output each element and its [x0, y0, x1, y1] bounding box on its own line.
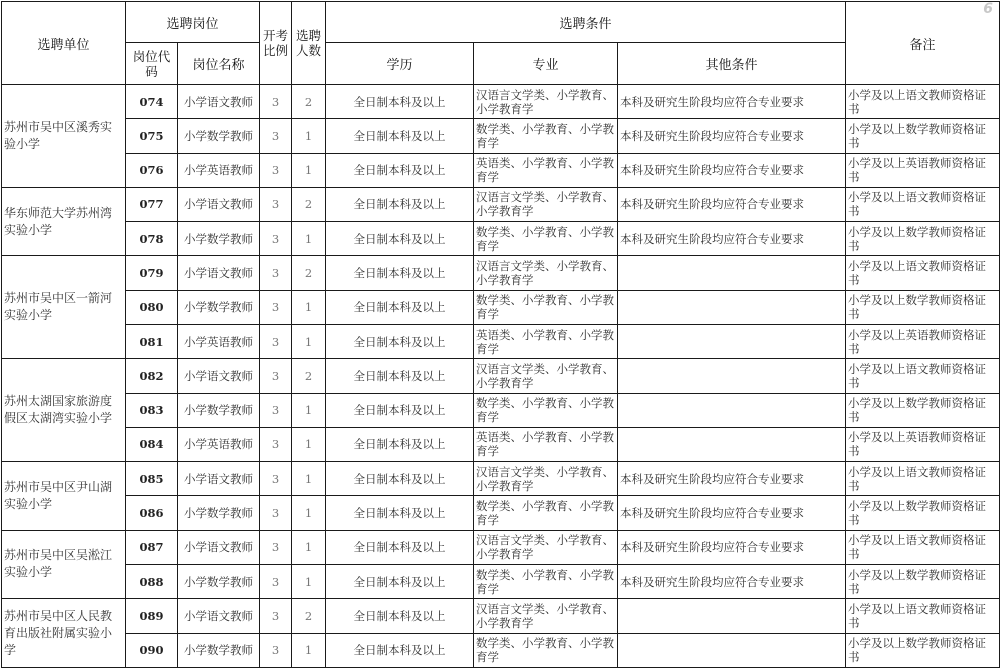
post-name-cell: 小学语文教师 [178, 530, 260, 564]
ratio-cell: 3 [260, 85, 292, 119]
post-name-cell: 小学语文教师 [178, 462, 260, 496]
ratio-cell: 3 [260, 427, 292, 461]
table-row [2, 599, 1000, 633]
ratio-cell: 3 [260, 393, 292, 427]
other-condition-cell: 本科及研究生阶段均应符合专业要求 [618, 153, 846, 187]
other-condition-cell: 本科及研究生阶段均应符合专业要求 [618, 564, 846, 598]
major-cell: 汉语言文学类、小学教育、小学教育学 [474, 462, 618, 496]
major-cell: 英语类、小学教育、小学教育学 [474, 427, 618, 461]
major-cell: 汉语言文学类、小学教育、小学教育学 [474, 599, 618, 633]
remark-cell: 小学及以上语文教师资格证书 [846, 187, 1000, 221]
post-code-cell: 077 [126, 187, 178, 221]
post-name-cell: 小学数学教师 [178, 119, 260, 153]
education-cell: 全日制本科及以上 [326, 462, 474, 496]
other-condition-cell [618, 290, 846, 324]
table-row [2, 633, 1000, 668]
header-post-group: 选聘岗位 [126, 2, 260, 43]
education-cell: 全日制本科及以上 [326, 222, 474, 256]
major-cell: 汉语言文学类、小学教育、小学教育学 [474, 187, 618, 221]
major-cell: 数学类、小学教育、小学教育学 [474, 119, 618, 153]
post-code-cell: 075 [126, 119, 178, 153]
count-cell: 1 [292, 324, 326, 358]
table-row [2, 153, 1000, 187]
count-cell: 2 [292, 256, 326, 290]
education-cell: 全日制本科及以上 [326, 564, 474, 598]
post-name-cell: 小学英语教师 [178, 427, 260, 461]
header-post-code: 岗位代码 [126, 43, 178, 85]
table-row [2, 564, 1000, 598]
unit-name-cell: 苏州市吴中区一箭河实验小学 [2, 256, 126, 359]
education-cell: 全日制本科及以上 [326, 153, 474, 187]
other-condition-cell: 本科及研究生阶段均应符合专业要求 [618, 119, 846, 153]
post-code-cell: 078 [126, 222, 178, 256]
remark-cell: 小学及以上数学教师资格证书 [846, 393, 1000, 427]
table-row [2, 290, 1000, 324]
education-cell: 全日制本科及以上 [326, 85, 474, 119]
table-row [2, 359, 1000, 393]
remark-cell: 小学及以上英语教师资格证书 [846, 153, 1000, 187]
table-row [2, 427, 1000, 461]
post-name-cell: 小学数学教师 [178, 393, 260, 427]
ratio-cell: 3 [260, 633, 292, 668]
other-condition-cell: 本科及研究生阶段均应符合专业要求 [618, 462, 846, 496]
count-cell: 2 [292, 359, 326, 393]
remark-cell: 小学及以上数学教师资格证书 [846, 633, 1000, 668]
major-cell: 汉语言文学类、小学教育、小学教育学 [474, 85, 618, 119]
count-cell: 1 [292, 153, 326, 187]
count-cell: 1 [292, 530, 326, 564]
major-cell: 英语类、小学教育、小学教育学 [474, 324, 618, 358]
ratio-cell: 3 [260, 359, 292, 393]
major-cell: 数学类、小学教育、小学教育学 [474, 290, 618, 324]
post-name-cell: 小学语文教师 [178, 359, 260, 393]
post-code-cell: 083 [126, 393, 178, 427]
ratio-cell: 3 [260, 462, 292, 496]
education-cell: 全日制本科及以上 [326, 119, 474, 153]
other-condition-cell: 本科及研究生阶段均应符合专业要求 [618, 530, 846, 564]
education-cell: 全日制本科及以上 [326, 599, 474, 633]
table-row [2, 222, 1000, 256]
unit-name-cell: 苏州市吴中区尹山湖实验小学 [2, 462, 126, 531]
post-name-cell: 小学英语教师 [178, 153, 260, 187]
table-row [2, 324, 1000, 358]
ratio-cell: 3 [260, 187, 292, 221]
other-condition-cell [618, 393, 846, 427]
remark-cell: 小学及以上语文教师资格证书 [846, 256, 1000, 290]
post-code-cell: 085 [126, 462, 178, 496]
table-body [2, 85, 1000, 668]
post-code-cell: 088 [126, 564, 178, 598]
header-conditions: 选聘条件 [326, 2, 846, 43]
count-cell: 1 [292, 393, 326, 427]
ratio-cell: 3 [260, 496, 292, 530]
ratio-cell: 3 [260, 324, 292, 358]
remark-cell: 小学及以上数学教师资格证书 [846, 496, 1000, 530]
post-code-cell: 080 [126, 290, 178, 324]
ratio-cell: 3 [260, 564, 292, 598]
count-cell: 1 [292, 462, 326, 496]
table-row [2, 187, 1000, 221]
unit-name-cell: 苏州太湖国家旅游度假区太湖湾实验小学 [2, 359, 126, 462]
header-ratio: 开考比例 [260, 2, 292, 85]
remark-cell: 小学及以上语文教师资格证书 [846, 85, 1000, 119]
post-name-cell: 小学数学教师 [178, 496, 260, 530]
ratio-cell: 3 [260, 290, 292, 324]
count-cell: 2 [292, 187, 326, 221]
major-cell: 数学类、小学教育、小学教育学 [474, 564, 618, 598]
post-code-cell: 086 [126, 496, 178, 530]
major-cell: 数学类、小学教育、小学教育学 [474, 496, 618, 530]
count-cell: 1 [292, 427, 326, 461]
header-major: 专业 [474, 43, 618, 85]
header-other: 其他条件 [618, 43, 846, 85]
post-name-cell: 小学数学教师 [178, 633, 260, 668]
remark-cell: 小学及以上语文教师资格证书 [846, 530, 1000, 564]
post-code-cell: 089 [126, 599, 178, 633]
recruitment-table [1, 1, 1000, 668]
post-code-cell: 087 [126, 530, 178, 564]
other-condition-cell [618, 599, 846, 633]
header-remark [846, 2, 1000, 85]
unit-name-cell: 苏州市吴中区人民教育出版社附属实验小学 [2, 599, 126, 668]
education-cell: 全日制本科及以上 [326, 633, 474, 668]
header-count: 选聘人数 [292, 2, 326, 85]
ratio-cell: 3 [260, 153, 292, 187]
post-code-cell: 076 [126, 153, 178, 187]
other-condition-cell [618, 359, 846, 393]
other-condition-cell [618, 633, 846, 668]
remark-cell: 小学及以上数学教师资格证书 [846, 564, 1000, 598]
major-cell: 数学类、小学教育、小学教育学 [474, 222, 618, 256]
remark-cell: 小学及以上数学教师资格证书 [846, 222, 1000, 256]
post-name-cell: 小学英语教师 [178, 324, 260, 358]
major-cell: 数学类、小学教育、小学教育学 [474, 633, 618, 668]
post-code-cell: 082 [126, 359, 178, 393]
major-cell: 汉语言文学类、小学教育、小学教育学 [474, 256, 618, 290]
header-post-name: 岗位名称 [178, 43, 260, 85]
remark-cell: 小学及以上数学教师资格证书 [846, 119, 1000, 153]
unit-name-cell: 苏州市吴中区溪秀实验小学 [2, 85, 126, 188]
table-row [2, 530, 1000, 564]
remark-cell: 小学及以上语文教师资格证书 [846, 599, 1000, 633]
ratio-cell: 3 [260, 256, 292, 290]
post-code-cell: 074 [126, 85, 178, 119]
post-code-cell: 090 [126, 633, 178, 668]
header-unit: 选聘单位 [2, 2, 126, 85]
count-cell: 2 [292, 85, 326, 119]
remark-cell: 小学及以上语文教师资格证书 [846, 462, 1000, 496]
remark-cell: 小学及以上数学教师资格证书 [846, 290, 1000, 324]
post-name-cell: 小学语文教师 [178, 85, 260, 119]
count-cell: 1 [292, 633, 326, 668]
count-cell: 1 [292, 222, 326, 256]
unit-name-cell: 苏州市吴中区吴淞江实验小学 [2, 530, 126, 599]
table-row [2, 85, 1000, 119]
header-remark-label: 备注 [909, 37, 936, 53]
count-cell: 1 [292, 119, 326, 153]
post-name-cell: 小学语文教师 [178, 187, 260, 221]
ratio-cell: 3 [260, 599, 292, 633]
post-name-cell: 小学语文教师 [178, 256, 260, 290]
other-condition-cell: 本科及研究生阶段均应符合专业要求 [618, 187, 846, 221]
table-row [2, 256, 1000, 290]
remark-cell: 小学及以上英语教师资格证书 [846, 427, 1000, 461]
education-cell: 全日制本科及以上 [326, 496, 474, 530]
remark-cell: 小学及以上英语教师资格证书 [846, 324, 1000, 358]
education-cell: 全日制本科及以上 [326, 324, 474, 358]
table-row [2, 119, 1000, 153]
ratio-cell: 3 [260, 222, 292, 256]
post-name-cell: 小学数学教师 [178, 290, 260, 324]
post-name-cell: 小学数学教师 [178, 222, 260, 256]
count-cell: 2 [292, 599, 326, 633]
major-cell: 数学类、小学教育、小学教育学 [474, 393, 618, 427]
major-cell: 汉语言文学类、小学教育、小学教育学 [474, 530, 618, 564]
table-row [2, 393, 1000, 427]
post-code-cell: 079 [126, 256, 178, 290]
count-cell: 1 [292, 290, 326, 324]
post-name-cell: 小学语文教师 [178, 599, 260, 633]
other-condition-cell: 本科及研究生阶段均应符合专业要求 [618, 222, 846, 256]
table-row [2, 462, 1000, 496]
post-code-cell: 084 [126, 427, 178, 461]
education-cell: 全日制本科及以上 [326, 187, 474, 221]
post-name-cell: 小学数学教师 [178, 564, 260, 598]
count-cell: 1 [292, 496, 326, 530]
post-code-cell: 081 [126, 324, 178, 358]
other-condition-cell [618, 427, 846, 461]
other-condition-cell [618, 324, 846, 358]
other-condition-cell: 本科及研究生阶段均应符合专业要求 [618, 85, 846, 119]
education-cell: 全日制本科及以上 [326, 359, 474, 393]
education-cell: 全日制本科及以上 [326, 393, 474, 427]
count-cell: 1 [292, 564, 326, 598]
education-cell: 全日制本科及以上 [326, 290, 474, 324]
ratio-cell: 3 [260, 119, 292, 153]
page-number-mark: 6 [983, 1, 994, 17]
recruitment-table-container [1, 1, 999, 668]
unit-name-cell: 华东师范大学苏州湾实验小学 [2, 187, 126, 256]
header-education: 学历 [326, 43, 474, 85]
education-cell: 全日制本科及以上 [326, 530, 474, 564]
education-cell: 全日制本科及以上 [326, 427, 474, 461]
remark-cell: 小学及以上语文教师资格证书 [846, 359, 1000, 393]
other-condition-cell: 本科及研究生阶段均应符合专业要求 [618, 496, 846, 530]
major-cell: 汉语言文学类、小学教育、小学教育学 [474, 359, 618, 393]
other-condition-cell [618, 256, 846, 290]
ratio-cell: 3 [260, 530, 292, 564]
major-cell: 英语类、小学教育、小学教育学 [474, 153, 618, 187]
education-cell: 全日制本科及以上 [326, 256, 474, 290]
table-row [2, 496, 1000, 530]
